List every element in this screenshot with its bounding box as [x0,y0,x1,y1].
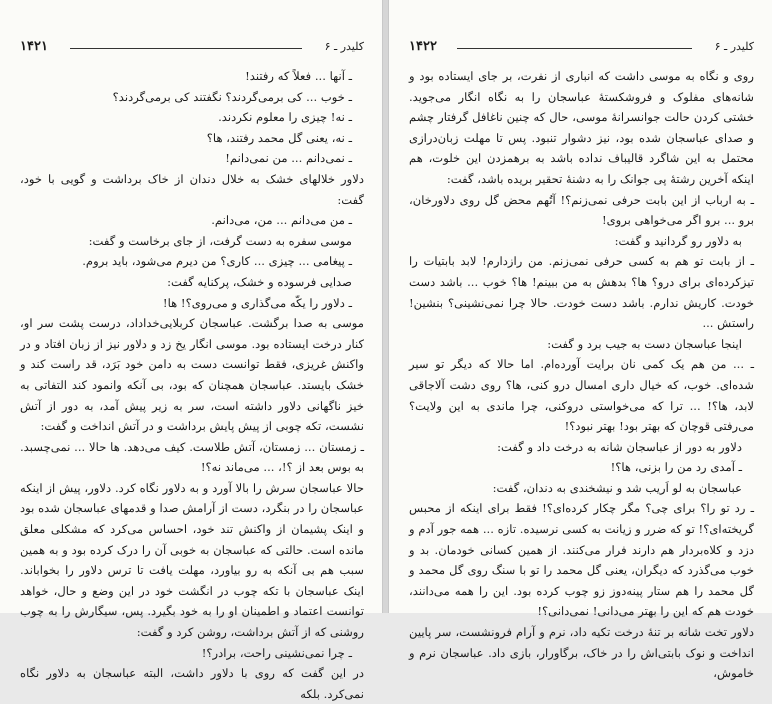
left-page [0,0,383,701]
text-line: ـ آنها ... فعلاً که رفتند! [245,69,352,83]
page-number: ۱۴۲۲ [409,39,437,54]
left-page-body [20,66,364,701]
paragraph: ـ زمستان ... زمستان، آتش طلاست. کیف می‌دهد. ها حالا ... نمی‌چسبد. به بوس بعد از ؟!، ... می‌ماند نه؟! [20,439,364,475]
text-line: صدایی فرسوده و خشک، پرکنایه گفت: [167,274,352,289]
text-line: ـ نمی‌دانم ... من نمی‌دانم! [225,151,352,166]
running-title: کلیدر ـ ۶ [714,40,754,53]
text-line: ـ آمدی رد من را بزنی، ها؟! [610,460,742,475]
paragraph: حالا عباسجان سرش را بالا آورد و به دلاور نگاه کرد. دلاور، پیش از اینکه عباسجان را در بنگرد، دست از آرامش صدا و قدمهای عباسجان شده بود و اینک پشیمان از واکنش تند خود، احساس می‌کرد که مشکلی معلق مانده است. حالتی که عباسجان به خوبی آن را درک کرده بود و به همین سبب هم بی آنکه به رو بیاورد، مهلت یافت تا ترس دلاور را بخواباند. اینک عباسجان با تکه چوب در انگشت خود در این وضع و حال، خواهد توانست اعتماد و اطمینان او را به خود بگیرد. پس، سیگارش را به چوب روشنی که از آتش برداشت، روشن کرد و گفت: [20,480,364,640]
paragraph: ـ رد تو را؟ برای چی؟ مگر چکار کرده‌ای؟! فقط برای اینکه از محبس گریخته‌ای؟! تو که ضرر و زیانت به کسی نرسیده. تازه ... همه جور آدم و دزد و کلاه‌بردار هم دارند فرار می‌کنند. از همین کسانی خودمان. بد و خوب می‌گذرد که دیگران، یعنی گل محمد را تو با سنگ روی گل محمد و گل محمد را هم ستار پینه‌دوز زو چوب کرده بود. این را همه می‌دانند، خودت هم که این را بهتر می‌دانی! نمی‌دانی؟! [409,501,754,619]
paragraph: ـ از بابت تو هم به کسی حرفی نمی‌زنم. من رازدارم! لابد بابتیات را تیزکرده‌ای برای درو؟ ها؟ بدهش به من ببینم! ها؟ خوب ... باشد دست خودت. کاریش ندارم. باشد دست خودت. حالا چرا نمی‌نشینی؟ بنشین! راستش ... [409,254,754,331]
paragraph: ـ به ارباب از این بابت حرفی نمی‌زنم؟! آتُهم محض گل روی دلاورخان، برو ... برو اگر می‌خواهی بروی! [409,192,754,228]
text-line: دلاور خلالهای خشک به خلال دندان از خاک برداشت و گویی با خود، گفت: [20,171,364,207]
text-line: ـ چرا نمی‌نشینی راحت، برادر؟! [201,645,352,660]
header-rule [457,48,692,49]
text-line: ـ خوب ... کی برمی‌گردند؟ نگفتند کی برمی‌گردند؟ [112,89,352,104]
right-page-body [409,66,754,681]
text-line: موسی سفره به دست گرفت، از جای برخاست و گفت: [88,233,352,248]
text-line: به دلاور رو گردانید و گفت: [614,233,742,248]
paragraph: دلاور تخت شانه بر تنهٔ درخت تکیه داد، نرم و آرام فرونشست، سر پایین انداخت و نوک بابتی‌اش را در خاک، برگاورار، بازی داد. عباسجان نرم و خاموش، [409,625,754,681]
paragraph: موسی به صدا برگشت. عباسجان کربلایی‌خداداد، درست پشت سر او، کنار درخت ایستاده بود. موسی انگار یخ زد و دلاور نیز از زبان افتاد و در واکنش غریزی، فقط توانست دست به دامن خود بَرَد، قد راست کند و خشک بایستد. عباسجان همچنان که بود، بی آنکه وانمود کند التفاتی به خیز ناگهانی دلاور داشته است، سر به زیر پیش آمد، به دور از آتش نشست، تکه چوبی از پیش پایش برداشت و در آتش انداخت و گفت: [20,316,364,434]
text-line: ـ دلاور را یکّه می‌گذاری و می‌روی؟! ها! [162,295,352,310]
text-line: اینجا عباسجان دست به جیب برد و گفت: [547,336,742,351]
running-title: کلیدر ـ ۶ [324,40,364,53]
right-page [388,0,772,681]
text-line: عباسجان به لو اَریب شد و نیشخندی به دندان، گفت: [492,480,742,495]
paragraph: روی و نگاه به موسی داشت که انباری از نفرت، بر جای ایستاده بود و شانه‌های مفلوک و فروشکستهٔ عباسجان را به نگاه انگار می‌جوید. خشتی کردن حالت جوانسرانهٔ موسی، حال که چنین ناغافل گرفتار چشم و صدای عباسجان شده بود، نیز دشوار تنبود. پس تا مهلت زبان‌درازی محتمل به این شاگرد قالیباف نداده باشد به برهمزدن این خلوت، هم اینکه آخرین رشتهٔ پی جوانک را به دشنهٔ تحقیر بریده باشد، گفت: [409,69,754,186]
paragraph: ـ ... من هم یک کمی نان برایت آورده‌ام. اما حالا که دیگر تو سیر شده‌ای. خوب، که خیال داری امسال درو کنی، ها؟ روی دشت آلاجاقی لابد، ها؟! ... ترا که می‌خواستی دروکنی، چرا ماندی به این ولایت؟ می‌رفتی قوچان که بهتر بود! بهتر نبود؟! [409,357,754,434]
right-page-header [409,38,754,56]
page-number: ۱۴۲۱ [20,39,48,54]
text-line: ـ نه، یعنی گل محمد رفتند، ها؟ [206,130,352,145]
left-page-header [20,38,364,56]
header-rule [70,48,302,49]
text-line: در این گفت که روی با دلاور داشت، البته عباسجان به دلاور نگاه نمی‌کرد. بلکه [20,666,364,701]
text-line: ـ من می‌دانم ... من، می‌دانم. [211,213,352,228]
text-line: ـ نه! چیزی را معلوم نکردند. [218,110,352,125]
text-line: دلاور به دور از عباسجان شانه به درخت داد و گفت: [497,439,742,454]
text-line: ـ پیغامی ... چیزی ... کاری؟ من دیرم می‌شود، باید بروم. [82,254,352,269]
